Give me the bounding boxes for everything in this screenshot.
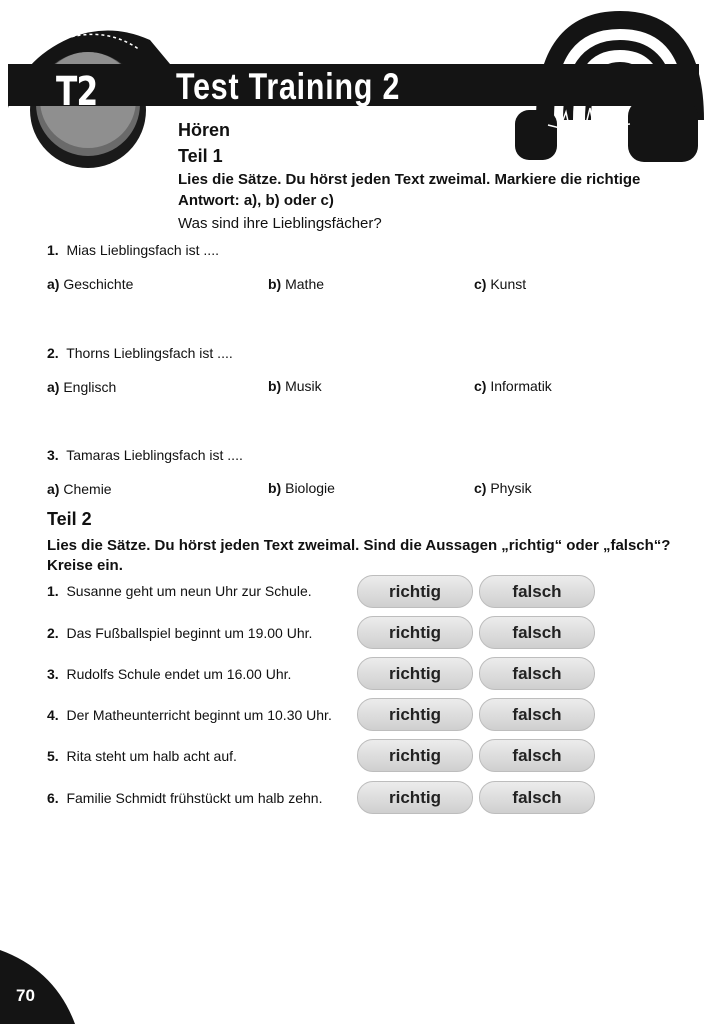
option-1c[interactable]: c) Kunst [474, 276, 527, 292]
teil2-instruction-line2: Kreise ein. [47, 557, 123, 574]
unit-badge: T2 [56, 69, 98, 115]
statement-6: 6. Familie Schmidt frühstückt um halb zehn. [47, 790, 323, 806]
falsch-button-6[interactable]: falsch [479, 781, 595, 814]
statement-3: 3. Rudolfs Schule endet um 16.00 Uhr. [47, 666, 292, 682]
option-2a[interactable]: a) Englisch [47, 379, 117, 395]
richtig-button-3[interactable]: richtig [357, 657, 473, 690]
question-3: 3. Tamaras Lieblingsfach ist .... [47, 447, 243, 463]
falsch-button-4[interactable]: falsch [479, 698, 595, 731]
page-title: Test Training 2 [176, 66, 401, 107]
option-1b[interactable]: b) Mathe [268, 276, 325, 292]
statement-5: 5. Rita steht um halb acht auf. [47, 748, 237, 764]
statement-4: 4. Der Matheunterricht beginnt um 10.30 Uhr. [47, 707, 332, 723]
statement-2: 2. Das Fußballspiel beginnt um 19.00 Uhr. [47, 625, 313, 641]
page-number: 70 [16, 986, 35, 1005]
page-corner-graphic [0, 950, 80, 1024]
option-2b[interactable]: b) Musik [268, 378, 322, 394]
teil1-topic: Was sind ihre Lieblingsfächer? [178, 215, 382, 232]
richtig-button-5[interactable]: richtig [357, 739, 473, 772]
option-2c[interactable]: c) Informatik [474, 378, 552, 394]
teil1-instruction-line1: Lies die Sätze. Du hörst jeden Text zweimal. Markiere die richtige [178, 171, 641, 188]
option-3c[interactable]: c) Physik [474, 480, 532, 496]
option-3b[interactable]: b) Biologie [268, 480, 335, 496]
option-1a[interactable]: a) Geschichte [47, 276, 134, 292]
question-2: 2. Thorns Lieblingsfach ist .... [47, 345, 233, 361]
falsch-button-1[interactable]: falsch [479, 575, 595, 608]
question-1: 1. Mias Lieblingsfach ist .... [47, 242, 219, 258]
falsch-button-5[interactable]: falsch [479, 739, 595, 772]
statement-1: 1. Susanne geht um neun Uhr zur Schule. [47, 583, 312, 599]
falsch-button-2[interactable]: falsch [479, 616, 595, 649]
teil1-instruction-line2: Antwort: a), b) oder c) [178, 192, 334, 209]
section-title: Hören [178, 120, 231, 140]
richtig-button-6[interactable]: richtig [357, 781, 473, 814]
falsch-button-3[interactable]: falsch [479, 657, 595, 690]
richtig-button-4[interactable]: richtig [357, 698, 473, 731]
teil2-instruction-line1: Lies die Sätze. Du hörst jeden Text zweimal. Sind die Aussagen „richtig“ oder „falsch“? [47, 537, 671, 554]
richtig-button-1[interactable]: richtig [357, 575, 473, 608]
teil1-heading: Teil 1 [178, 146, 223, 166]
richtig-button-2[interactable]: richtig [357, 616, 473, 649]
teil2-heading: Teil 2 [47, 509, 92, 529]
option-3a[interactable]: a) Chemie [47, 481, 112, 497]
